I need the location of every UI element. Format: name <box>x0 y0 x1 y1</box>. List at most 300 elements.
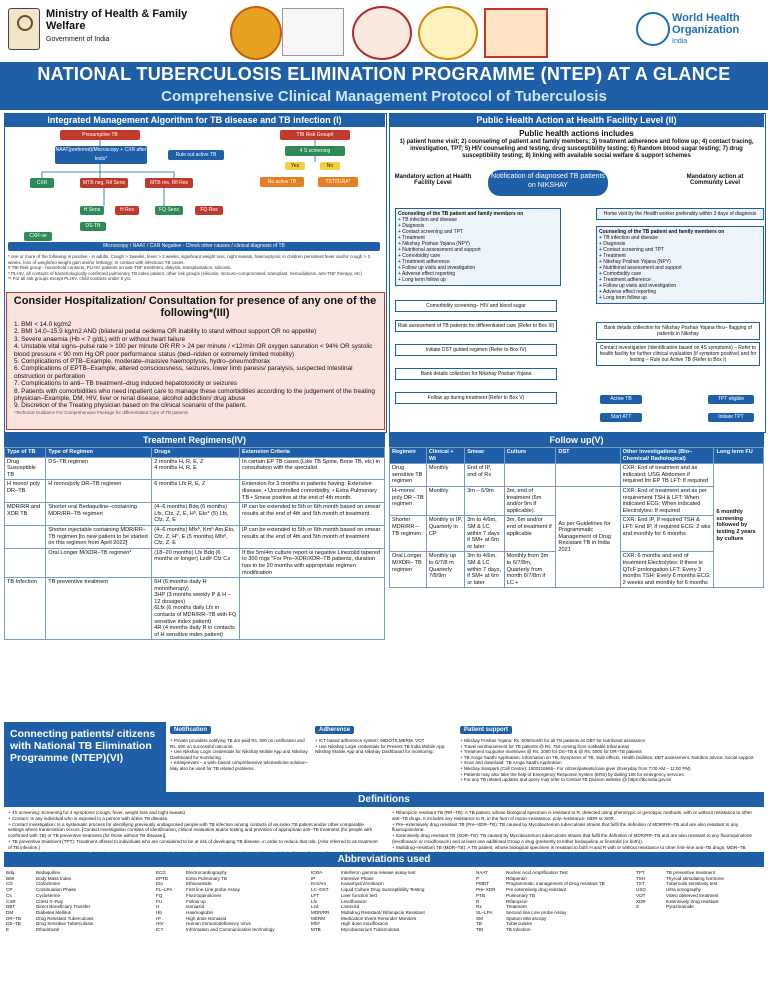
treatment-heading: Treatment Regimens(IV) <box>4 433 385 447</box>
facility-list-item: + Nutritional assessment and support <box>398 247 481 253</box>
abbreviation-meaning: Thyroid stimulating hormone <box>666 875 724 881</box>
abbreviation-meaning: Isoniazid <box>186 904 205 910</box>
adherence-label: Adherence <box>315 726 354 734</box>
abbreviation-meaning: Tuberculosis <box>506 921 532 927</box>
abbreviation-term: CXR <box>6 898 16 904</box>
support-item: + Travel reimbursement for TB patients @ Rs. 750 coming from notifiable tribal areas <box>460 743 630 749</box>
hosp-item: 8. Patients with comorbidities who need inpatient care to manage these comorbidities according to the judgement of the treating physician–Example, DM, HIV, liver or renal disease, alcohol addiction/ drug abuse <box>14 387 375 403</box>
abbreviation-column <box>6 870 156 933</box>
abbreviation-meaning: Diabetes Mellitus <box>36 909 71 915</box>
facility-list <box>398 217 558 283</box>
facility-list-item: + TB infection and disease <box>398 217 457 223</box>
table-cell: Monthly <box>426 464 464 487</box>
definition-item: + Rifampicin resistant TB (RR–TB): A TB patient, whose biological specimen is resistant to R, detected using phenotypic or genotypic methods, with or without resistance to other anti–TB drugs. It includes any resistance to R, in the form of mono–resistance, poly–resistance, MDR or XDR. <box>392 810 752 821</box>
table-cell: TB Infection <box>5 578 46 640</box>
table-cell: 2 months H, R, E, Z 4 months H, R, E <box>152 457 240 480</box>
table-cell: 3m, 6m and/or end of treatment if applicable <box>504 516 556 552</box>
table-cell: H–mono/ poly DR –TB regimen <box>390 486 427 515</box>
abbreviation-term: TBI <box>476 927 484 933</box>
abbreviation-term: USG <box>636 887 646 893</box>
definitions-right <box>392 810 762 856</box>
nikshay-logo <box>418 6 478 60</box>
cxr-negative-box: CXR-ve <box>24 232 52 241</box>
abbreviation-term: IP <box>311 875 316 881</box>
comorbidity-box: Comorbidity screening– HIV and blood sugar <box>395 300 557 312</box>
table-cell: 3m to 4/6m, SM & LC within 7 days, if SM+ at 6m or later <box>465 552 504 588</box>
abbreviation-term: FU <box>156 898 163 904</box>
table-cell: TB preventive treatment <box>46 578 152 640</box>
table-row <box>5 480 385 503</box>
abbreviation-entry <box>311 927 476 933</box>
abbreviation-meaning: Continuation Phase <box>36 887 77 893</box>
definition-item: + Extensively drug resistant TB (XDR–TB): TB caused by Mycobacterium tuberculosis strains that fulfil the definition of MDR/RR–TB and are also resistant to any fluoroquinolone (levofloxacin or moxifloxacin) and at least one additional Group A drug (presently to either bedaquiline or linezolid (or both)). <box>392 833 752 844</box>
patient-support-list <box>460 738 762 783</box>
table-cell: CXR: End of treatment and as per requirement TSH & LFT: When indicated ECG: When indicated Electrolytes: If required <box>620 486 714 515</box>
table-cell: IP can be extended to 5th or 6th month based on smear results at the end of 4th and 5th month of treatment <box>240 525 385 548</box>
yes-box: Yes <box>285 162 305 170</box>
community-list-item: + Follow up visits and investigation <box>599 283 677 289</box>
abbreviation-term: DM <box>6 909 14 915</box>
table-cell: DS–TB regimen <box>46 457 152 480</box>
abbreviation-meaning: Treatment <box>506 904 527 910</box>
table-cell <box>5 525 46 548</box>
abbreviation-meaning: Cycloserine <box>36 892 60 898</box>
rule-out-box: Rule out active TB <box>168 150 224 160</box>
abbreviations-grid <box>6 870 764 984</box>
notification-list <box>170 738 310 772</box>
abbreviation-meaning: Extensively drug resistant <box>666 898 719 904</box>
dst-regimen-box: Initiate DST guided regimen (Refer to Box IV) <box>395 344 557 356</box>
cxr-box: CXR <box>30 178 54 188</box>
follow-up-box: Follow up during treatment (Refer to Box V) <box>395 392 557 404</box>
abbreviation-meaning: Ethambutol <box>36 927 60 933</box>
footnote-2: # TBI Risk group - household contacts, PLHIV, patients on anti-TNF treatment, dialysis, transplantation, silicosis. <box>8 265 232 270</box>
abbreviation-meaning: Extra Pulmonary TB <box>186 875 228 881</box>
table-cell <box>5 548 46 577</box>
table-cell: Monthly <box>426 486 464 515</box>
mtb-neg-box: MTB neg, Rif Sens <box>80 178 128 188</box>
long-term-cell: 6 monthly screening followed by testing 2 years by culture <box>714 464 764 588</box>
table-row <box>5 548 385 577</box>
table-cell: CXR: End of treatment and as indicated; USG Abdomen if required for EP TB LFT: If required <box>620 464 714 487</box>
abbreviation-term: TPT <box>636 870 645 875</box>
abbreviation-term: E <box>6 927 10 933</box>
definition-item: + TB preventive treatment (TPT): Treatment offered to individuals who are considered to be at risk of developing TB disease, in order to reduce that risk. [Also referred to as treatment of TB infection.] <box>8 838 378 850</box>
table-row <box>5 503 385 526</box>
abbreviation-meaning: Multidrug Resistant/ Rifampicin Resistant <box>341 909 425 915</box>
table-cell: Shorter injectable containing MDR/RR–TB regimen [to new patient to be started on this regimen from April 2022] <box>46 525 152 548</box>
hosp-footnote: *Technical Guidance For Comprehensive Package for differentiated Care of TB patients <box>14 409 189 415</box>
public-health-heading: Public Health Action at Health Facility Level (II) <box>389 113 764 127</box>
table-cell: Shorter MDR/RR –TB regimen <box>390 516 427 552</box>
abbreviation-meaning: Levofloxacin <box>341 898 367 904</box>
adherence-item: + ICT based adherence system: 99DOTS,MERM, VOT <box>315 738 425 743</box>
hospitalization-list <box>14 321 379 415</box>
government-label: Government of India <box>46 36 110 43</box>
abbreviation-term: P <box>476 875 480 881</box>
table-cell <box>240 578 385 640</box>
treatment-column-header: Type of TB <box>5 448 46 458</box>
support-item: + Patients may also take the help of Emergency Response System (ERS) by dialing 108 for emergency services. <box>460 771 685 777</box>
patient-support-section <box>460 718 762 783</box>
h-res-box: H Res <box>115 206 139 215</box>
abbreviation-term: FL–LPA <box>156 887 173 893</box>
table-cell: CXR: 6 months and end of treatment Electrolytes: If there is QTcF prolongation LFT: Every 3 months TSH: Every 6 months ECG: 2 weeks and monthly for 6 months <box>620 552 714 588</box>
abbreviation-term: Lfx <box>311 898 318 904</box>
support-item: + Treatment supporter incentives @ Rs. 2000 for DS–TB & @ Rs. 5000 for DR–TB patients <box>460 749 642 755</box>
community-list-item: + Adverse effect reporting <box>599 289 657 295</box>
who-country: India <box>672 38 688 45</box>
support-item: + TB Aroga Saathi Application: Information on TB, Symptoms of TB, Side effects, Health facilities, DBT assessment, Nutrition advice, Social support. <box>460 754 755 760</box>
followup-column-header: Regimen <box>390 448 427 464</box>
abbreviation-meaning: Pre extensively drug resistant <box>506 887 567 893</box>
page-title: NATIONAL TUBERCULOSIS ELIMINATION PROGRAMME (NTEP) AT A GLANCE <box>37 64 731 84</box>
facility-list-item: + Treatment <box>398 235 425 241</box>
table-cell: MDR/RR and XDR TB <box>5 503 46 526</box>
abbreviation-meaning: TB preventive treatment <box>666 870 716 875</box>
community-list-item: + Comorbidity care <box>599 271 642 277</box>
table-cell: H mono/poly DR–TB regimen <box>46 480 152 503</box>
dst-cell <box>556 464 620 487</box>
abbreviation-meaning: TB Infection <box>506 927 531 933</box>
abbreviations-heading: Abbreviations used <box>4 852 764 867</box>
table-row <box>390 464 764 487</box>
home-visit-box: Home visit by the Health worker preferably within 3 days of diagnosis <box>596 208 764 220</box>
table-cell: Shorter oral Bedaquiline–containing MDR/RR–TB regimen <box>46 503 152 526</box>
abbreviation-term: DS–TB <box>6 921 21 927</box>
abbreviation-term: ECG <box>156 870 166 875</box>
abbreviation-term: Rx <box>476 904 482 910</box>
table-cell: Extension for 3 months in patients having: Extensive disease, • Uncontrolled comorbidity, • Extra Pulmonary TB • Smear positive at the end of 4th month. <box>240 480 385 503</box>
algorithm-footer-bar: Microscopy / NAAT / CXR Negative - Check other causes / clinical diagnosis of TB <box>8 242 380 251</box>
abbreviation-meaning: Liver function test <box>341 892 378 898</box>
abbreviation-term: ICT <box>156 927 164 933</box>
facility-list-item: + Treatment adherence <box>398 259 450 265</box>
community-list-item: + Diagnosis <box>599 241 626 247</box>
no-active-tb-box: No active TB <box>260 177 304 187</box>
treatment-column-header: Drugs <box>152 448 240 458</box>
facility-list-item: + Diagnosis <box>398 223 425 229</box>
abbreviation-column <box>156 870 311 933</box>
abbreviation-term: R <box>476 898 480 904</box>
table-cell: 3m to 4/6m, SM & LC within 7 days if SM+ at 6m or later <box>465 516 504 552</box>
facility-list-item: + Nikshay Poshan Yojana (NPY) <box>398 241 470 247</box>
table-cell: 3m – 6/9m <box>465 486 504 515</box>
abbreviation-column <box>476 870 636 933</box>
abbreviation-meaning: First line Line probe Assay <box>186 887 240 893</box>
footnote-3: * PLHIV, all contacts of bacteriologically confirmed pulmonary TB index patient, other risk groups (silicosis, immuno-compromised, transplant, hemodialysis, anti-TNF therapy, etc). <box>8 270 364 276</box>
abbreviation-term: PMDT <box>476 881 490 887</box>
adherence-list <box>315 738 455 755</box>
abbreviation-meaning: Ultra sonography <box>666 887 701 893</box>
abbreviation-meaning: Rifapentin <box>506 875 527 881</box>
abbreviation-meaning: Programmatic management of Drug resistant TB <box>506 881 605 887</box>
abbreviation-term: Eto <box>156 881 163 887</box>
abbreviation-column <box>636 870 756 910</box>
abbreviation-term: CP <box>6 887 13 893</box>
table-row <box>390 486 764 515</box>
notification-item: + Use Nikshay Login credentials for Nikshay Mobile App and Nikshay Dashboard for monitoring. <box>170 749 308 760</box>
table-cell: Monthly in IP, Quarterly in CP <box>426 516 464 552</box>
abbreviation-term: BMI <box>6 875 15 881</box>
abbreviation-meaning: Sputum Microscopy <box>506 915 547 921</box>
mandatory-community-label: Mandatory action at Community Level <box>686 174 744 186</box>
dst-merged-cell: As per Guidelines for Programmatic Management of Drug Resistant TB in India 2021 <box>556 486 620 587</box>
abbreviation-entry <box>636 904 756 910</box>
abbreviation-term: LC–DST <box>311 887 329 893</box>
h-sens-box: H Sens <box>80 206 104 215</box>
abbreviation-meaning: Liquid Culture Drug Susceptibility Testing <box>341 887 425 893</box>
table-row <box>5 457 385 480</box>
ministry-name: Ministry of Health & Family Welfare <box>46 8 188 32</box>
followup-column-header: Culture <box>504 448 556 464</box>
tst-igra-box: TST/IGRA* <box>318 177 358 187</box>
presumptive-tb-box: Presumptive TB <box>60 130 140 140</box>
abbreviation-term: PTB <box>476 892 485 898</box>
risk-group-box: TBI Risk Group# <box>280 130 350 140</box>
abbreviation-entry <box>6 927 156 933</box>
abbreviation-meaning: Intensive Phase <box>341 875 374 881</box>
table-cell: CXR: End IP, If required TSH & LFT: End IP, If required ECG: 2 wks and monthly for 6 months <box>620 516 714 552</box>
abbreviation-term: Km/Am <box>311 881 327 887</box>
treatment-column-header: Type of Regimen <box>46 448 152 458</box>
connecting-title: Connecting patients/ citizens with National TB Elimination Programme (NTEP)(VI) <box>4 722 166 792</box>
fq-res-box: FQ Res <box>195 206 223 215</box>
abbreviation-meaning: Direct Beneficiary Transfer <box>36 904 91 910</box>
abbreviation-term: HIV <box>156 921 164 927</box>
treatment-column-header: Extension Criteria <box>240 448 385 458</box>
abbreviation-term: NAAT <box>476 870 488 875</box>
abbreviation-meaning: Medication Event Reminder Monitors <box>341 915 417 921</box>
community-list-item: + Contact screening and TPT <box>599 247 665 253</box>
support-item: + Scan and download: TB Aroga Saathi Application <box>460 760 562 766</box>
abbreviation-term: TSH <box>636 875 646 881</box>
followup-column-header: Clinical + Wt <box>426 448 464 464</box>
four-s-screening-box: 4 S screening <box>285 146 345 156</box>
abbreviation-term: Cfz <box>6 881 13 887</box>
who-name: World Health Organization <box>672 12 740 36</box>
facility-list-item: + Follow up visits and investigation <box>398 265 476 271</box>
algorithm-footnotes <box>8 254 380 282</box>
algorithm-connectors <box>4 128 385 248</box>
table-cell: (4–6 months) Bdq (6 months) Lfx, Cfz, Z, E, Hʰ, Eto* (5) Lfx, Cfz, Z, E <box>152 503 240 526</box>
abbreviation-entry <box>156 927 311 933</box>
risk-assessment-box: Risk assessment of TB patients for differentiated care (Refer to Box III) <box>395 320 557 332</box>
tb-harega-logo <box>484 8 548 58</box>
facility-list-item: + Contact screening and TPT <box>398 229 464 235</box>
abbreviation-meaning: Clofazimine <box>36 881 60 887</box>
facility-list-item: + Long term follow up <box>398 277 446 283</box>
abbreviation-term: Cs <box>6 892 12 898</box>
adherence-item: + Use Nikshay Login credentials for Present TB India Mobile App, Nikshay Mobile App and Nikshay Dashboard for monitoring. <box>315 743 446 755</box>
hosp-item: 6. Complications of EPTB–Example, altered consciousness, seizures, lower limb paresis/ paralysis, suspected intestinal obstruction or perforation <box>14 365 353 380</box>
community-list-item: + Long term follow up <box>599 295 647 301</box>
abbreviation-meaning: Bedaquiline <box>36 870 61 875</box>
community-list-item: + Treatment <box>599 253 626 259</box>
community-list <box>599 235 761 301</box>
national-emblem-logo <box>8 8 40 50</box>
abbreviation-meaning: Follow up <box>186 898 206 904</box>
abbreviation-meaning: Fluoroquinolones <box>186 892 222 898</box>
abbreviation-term: XDR <box>636 898 646 904</box>
naat-box: NAAT(preferred)/Microscopy + CXR after tests* <box>55 147 147 162</box>
abbreviation-meaning: High dose moxifloxacin <box>341 921 389 927</box>
abbreviation-term: VOT <box>636 892 646 898</box>
abbreviation-term: Mfxʰ <box>311 921 321 927</box>
followup-heading: Follow up(V) <box>389 433 764 447</box>
table-cell: 6H (6 months daily H monotherapy) 3HP (3 months weekly P & H – 12 dosages) 6Lfx (6 months daily Lfx in contacts of MDR/RR–TB with FQ sensitive index patient) 4R (4 months daily R in contacts of H sensitive index patient) <box>152 578 240 640</box>
hosp-item: 7. Complications to anti– TB treatment–drug induced hepatotoxicity or seizures <box>14 380 237 388</box>
followup-column-header: Long term FU <box>714 448 764 464</box>
abbreviation-meaning: Linezolid <box>341 904 360 910</box>
community-list-item: + Nutritional assessment and support <box>599 265 682 271</box>
abbreviation-term: Hb <box>156 909 162 915</box>
table-cell: 6 months Lfx R, E, Z <box>152 480 240 503</box>
treatment-table <box>4 447 385 640</box>
table-cell: (18–20 months) Lfx Bdq (6 months or longer) Lzd# Cfz Cs <box>152 548 240 577</box>
abbreviation-term: TB <box>476 921 482 927</box>
table-cell: IP can be extended to 5th or 6th month based on smear results at the end of 4th and 5th month of treatment. <box>240 503 385 526</box>
abbreviation-meaning: Interferon gamma release assay test <box>341 870 416 875</box>
abbreviation-term: Pre–XDR <box>476 887 496 893</box>
table-cell: Monthly up to 6/7/8 m Quarterly 7/8/9m <box>426 552 464 588</box>
contact-investigation-box: Contact investigation (Identification based on 4S symptoms) – Refer to health facility for further clinical evaluation (if symptom positive) and for testing – Rule out Active TB (Refer to Box I) <box>596 342 760 366</box>
fq-sens-box: FQ Sens <box>155 206 183 215</box>
abbreviation-term: DBT <box>6 904 16 910</box>
abbreviation-meaning: Pulmonary TB <box>506 892 536 898</box>
facility-list-title: Counseling of the TB patient and family members on <box>398 211 524 217</box>
initiate-tpt-box: Initiate TPT <box>708 413 754 422</box>
mtb-res-box: MTB res, Rif Res <box>145 178 193 188</box>
abbreviation-entry <box>476 927 636 933</box>
ntep-logo <box>230 6 282 60</box>
definition-item: + Contact investigation: Is a systematic process for identifying previously undiagnosed people with TB infection among contacts of an index TB patient and/or other comparable settings where transmission occurs. [Contact investigation consists of identification, clinical evaluation and/or testing and provision of appropriate anti–TB treatment (for people with confirmed with TB) or TB preventive treatment (for those without TB disease)]. <box>8 821 373 839</box>
hosp-item: 5. Complications of PTB–Example, moderate–massive haemoptysis, hydro–pneumothorax <box>14 358 271 366</box>
hosp-item: 3. Severe anaemia (Hb < 7 g/dL) with or without heart failure <box>14 335 186 343</box>
table-cell: Oral Longer M/XDR– TB regimen <box>390 552 427 588</box>
actions-title: Public health actions includes <box>519 129 634 138</box>
abbreviation-meaning: High dose Isoniazid <box>186 915 227 921</box>
abbreviation-meaning: Pyrazinamide <box>666 904 694 910</box>
support-item: + For any TB related updates and query may refer to Central TB Division website @ https://tbcindia.gov.in/ <box>460 777 672 783</box>
table-cell: Drug sensitive TB regimen <box>390 464 427 487</box>
hosp-item: 1. BMI < 14.0 kg/m2 <box>14 321 72 328</box>
followup-column-header: Other investigations (Bio– Chemical/ Radiological) <box>620 448 714 464</box>
abbreviation-meaning: Mycobacterium Tuberculosis <box>341 927 400 933</box>
definition-item: + 4S screening: Screening for 4 symptoms (cough, fever, weight loss and night sweats) <box>8 810 186 815</box>
facility-list-item: + Comorbidity care <box>398 253 441 259</box>
table-cell: Monthly from 3m to 6/7/8m, Quarterly from month 6/7/8m if LC + <box>504 552 556 588</box>
notification-section <box>170 718 310 772</box>
abbreviation-term: Bdq <box>6 870 15 875</box>
table-cell: End of IP, end of Rx <box>465 464 504 487</box>
abbreviation-meaning: Electrocardiography <box>186 870 227 875</box>
abbreviation-meaning: Second line Line probe Assay <box>506 909 567 915</box>
abbreviation-meaning: Drug Sensitive Tuberculosis <box>36 921 93 927</box>
facility-counseling-box <box>395 208 561 286</box>
table-row <box>5 525 385 548</box>
algorithm-heading: Integrated Management Algorithm for TB disease and TB infection (I) <box>4 113 385 127</box>
bank-details-facility-box: Bank details collection for Nikshay Poshan Yojana <box>395 368 557 380</box>
abbreviation-term: MTB <box>311 927 321 933</box>
abbreviation-term: SL–LPA <box>476 909 493 915</box>
facility-list-item: + Adverse effect reporting <box>398 271 456 277</box>
tb-free-india-logo <box>282 8 344 56</box>
abbreviation-meaning: Drug Resistant Tuberculosis <box>36 915 94 921</box>
abbreviation-meaning: Nucleic Acid Amplification Test <box>506 870 568 875</box>
abbreviation-meaning: Body Mass Index <box>36 875 72 881</box>
abbreviation-meaning: Ethionamide <box>186 881 212 887</box>
tb-mukt-logo <box>352 6 412 60</box>
table-row <box>5 578 385 640</box>
mandatory-facility-label: Mandatory action at Health Facility Level <box>394 174 472 186</box>
who-globe-icon <box>636 12 670 46</box>
abbreviation-term: TST <box>636 881 645 887</box>
table-cell: Drug Susceptible TB <box>5 457 46 480</box>
tpt-eligible-box: TPT eligible <box>708 395 754 404</box>
notification-item: + eSanjeevani – a web–based comprehensive telemedicine solution– May also be used for TB related problems. <box>170 760 308 771</box>
abbreviation-term: Hʰ <box>156 915 162 921</box>
support-item: + Nikshay Poshan Yojana: Rs. 500/month for all TB patients as DBT for nutritional assistance <box>460 738 646 743</box>
ds-tb-box: DS-TB <box>80 222 106 231</box>
table-cell: H mono/ poly DR–TB <box>5 480 46 503</box>
community-list-item: + TB infection and disease <box>599 235 658 241</box>
followup-column-header: DST <box>556 448 620 464</box>
abbreviation-meaning: Kanamycin/Amikacin <box>341 881 384 887</box>
notification-label: Notification <box>170 726 211 734</box>
table-cell: Oral Longer M/XDR–TB regimen* <box>46 548 152 577</box>
table-cell: In certain EP TB cases (Like TB Spine, Bone TB, etc) in consultation with the specialist <box>240 457 385 480</box>
followup-column-header: Smear <box>465 448 504 464</box>
followup-table <box>389 447 764 588</box>
page-subtitle: Comprehensive Clinical Management Protocol of Tuberculosis <box>161 88 607 105</box>
no-box: No <box>320 162 340 170</box>
abbreviation-term: MDR/RR <box>311 909 330 915</box>
notification-box: Notification of diagnosed TB patients on NIKSHAY <box>488 170 608 196</box>
hosp-item: 2. BMI 14.0–15.9 kg/m2 AND (bilateral pedal oedema OR inability to stand without support OR no appetite) <box>14 328 317 336</box>
community-counseling-box <box>596 226 764 304</box>
definition-item: + Multidrug–resistant TB (MDR–TB): A TB patient, whose biological specimen is resistant to both H and R with or without resistance to other first–line anti–TB drugs. MDR–TB <box>392 844 746 850</box>
abbreviation-meaning: Rifampicin <box>506 898 528 904</box>
footnote-4: ** For all risk groups except PLHIV, child contacts under 5 yrs. <box>8 276 132 281</box>
abbreviation-term: MERM <box>311 915 326 921</box>
start-att-box: Start ATT <box>600 413 642 422</box>
abbreviation-meaning: Tuberculin sensitivity test <box>666 881 718 887</box>
abbreviation-meaning: Video observed treatment <box>666 892 719 898</box>
table-cell: (4–6 months) Mfxʰ, Kmʰ Am,Eto, Cfz, Z, Hʰ, E (5 months) Mfxʰ, Cfz, Z, E <box>152 525 240 548</box>
hospitalization-title: Consider Hospitalization/ Consultation for presence of any one of the following*(III) <box>13 295 377 319</box>
footnote-1: * one or more of the following is positive - in adults, Cough > 2weeks, fever > 2 weeks, significant weight loss, night sweats, haemoptysis; in children persistent fever and/or cough > 2 weeks, loss of weight/no weight gain and/or lethargy; In contact with infectious TB cases. <box>8 254 371 265</box>
table-cell <box>504 464 556 487</box>
bank-details-community-box: Bank details collection for Nikshay Poshan Yojana thru– flagging of patients in Nikshay <box>596 322 760 340</box>
abbreviation-meaning: Chest X–Ray <box>36 898 64 904</box>
abbreviation-term: LFT <box>311 892 320 898</box>
abbreviation-term: Z <box>636 904 639 910</box>
definitions-heading: Definitions <box>4 792 764 807</box>
notification-item: + Private providers notifying TB are paid Rs. 500 on notification and Rs. 500 on successful outcome. <box>170 738 305 749</box>
community-list-title: Counseling of the TB patient and family members on <box>599 229 725 235</box>
community-list-item: + Treatment adherence <box>599 277 651 283</box>
abbreviation-term: FQ <box>156 892 163 898</box>
hosp-item: 4. Unstable vital signs–pulse rate > 100 per minute OR RR > 24 per minute / <12/min OR oxygen saturation < 94% OR systolic blood pressure < 90 mm Hg OR poor performance status (bed–ridden or extremely limited mobility) <box>14 343 373 358</box>
abbreviation-meaning: Haemoglobin <box>186 909 214 915</box>
abbreviation-meaning: Human Immunodeficiency Virus <box>186 921 251 927</box>
abbreviation-meaning: Information and Communication technology <box>186 927 275 933</box>
active-tb-box: Active TB <box>600 395 642 404</box>
table-cell: 3m, end of treatment (6m and/or 9m if applicable). <box>504 486 556 515</box>
abbreviation-term: SM <box>476 915 483 921</box>
actions-text: 1) patient home visit; 2) counseling of patient and family members; 3) treatment adherence and follow up; 4) contact tracing, investigation, TPT; 5) HIV counseling and testing, drug susceptibility testing; 6) Random blood sugar testing; 7) drug susceptibility testing; 8) linking with available social welfare & support schemes <box>399 139 754 159</box>
